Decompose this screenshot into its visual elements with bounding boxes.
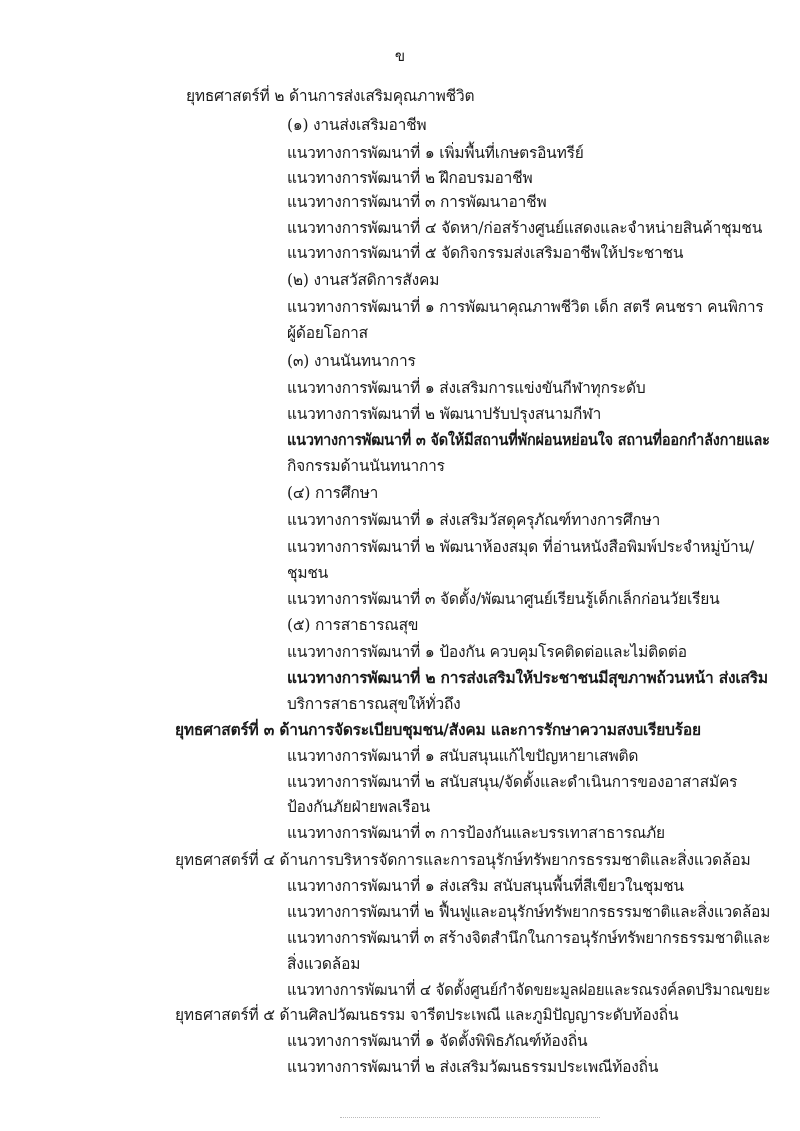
section-heading: (๔) การศึกษา [287, 484, 379, 502]
guideline-continuation: ชุมชน [287, 564, 329, 582]
guideline-line: แนวทางการพัฒนาที่ ๑ สนับสนุนแก้ไขปัญหายาเสพติด [287, 747, 639, 765]
guideline-line: แนวทางการพัฒนาที่ ๒ การส่งเสริมให้ประชาชนมีสุขภาพถ้วนหน้า ส่งเสริม [287, 668, 768, 687]
guideline-line: แนวทางการพัฒนาที่ ๑ เพิ่มพื้นที่เกษตรอินทรีย์ [287, 144, 584, 162]
guideline-line: แนวทางการพัฒนาที่ ๓ จัดตั้ง/พัฒนาศูนย์เรียนรู้เด็กเล็กก่อนวัยเรียน [287, 590, 720, 608]
guideline-line: แนวทางการพัฒนาที่ ๑ ส่งเสริมการแข่งขันกีฬาทุกระดับ [287, 379, 646, 397]
section-heading: (๑) งานส่งเสริมอาชีพ [287, 116, 427, 134]
guideline-line: แนวทางการพัฒนาที่ ๑ ป้องกัน ควบคุมโรคติดต่อและไม่ติดต่อ [287, 643, 687, 661]
strategy-heading: ยุทธศาสตร์ที่ ๔ ด้านการบริหารจัดการและการอนุรักษ์ทรัพยากรธรรมชาติและสิ่งแวดล้อม [175, 851, 751, 869]
guideline-line: แนวทางการพัฒนาที่ ๒ พัฒนาปรับปรุงสนามกีฬา [287, 405, 602, 423]
guideline-line: แนวทางการพัฒนาที่ ๑ ส่งเสริม สนับสนุนพื้นที่สีเขียวในชุมชน [287, 877, 684, 895]
guideline-line: แนวทางการพัฒนาที่ ๑ ส่งเสริมวัสดุครุภัณฑ์ทางการศึกษา [287, 511, 661, 529]
guideline-line: แนวทางการพัฒนาที่ ๔ จัดหา/ก่อสร้างศูนย์แสดงและจำหน่ายสินค้าชุมชน [287, 219, 763, 237]
guideline-line: แนวทางการพัฒนาที่ ๓ การพัฒนาอาชีพ [287, 193, 547, 211]
guideline-line: แนวทางการพัฒนาที่ ๒ พัฒนาห้องสมุด ที่อ่านหนังสือพิมพ์ประจำหมู่บ้าน/ [287, 538, 754, 556]
scan-artifact [340, 1117, 600, 1121]
guideline-line: แนวทางการพัฒนาที่ ๕ จัดกิจกรรมส่งเสริมอาชีพให้ประชาชน [287, 244, 684, 262]
guideline-line: แนวทางการพัฒนาที่ ๑ จัดตั้งพิพิธภัณฑ์ท้องถิ่น [287, 1032, 588, 1050]
section-heading: (๕) การสาธารณสุข [287, 616, 419, 634]
guideline-line: แนวทางการพัฒนาที่ ๔ จัดตั้งศูนย์กำจัดขยะมูลฝอยและรณรงค์ลดปริมาณขยะ [287, 981, 771, 999]
strategy-heading: ยุทธศาสตร์ที่ ๕ ด้านศิลปวัฒนธรรม จารีตประเพณี และภูมิปัญญาระดับท้องถิ่น [175, 1006, 679, 1024]
strategy-heading: ยุทธศาสตร์ที่ ๓ ด้านการจัดระเบียบชุมชน/สังคม และการรักษาความสงบเรียบร้อย [175, 720, 701, 739]
guideline-continuation: ผู้ด้อยโอกาส [287, 324, 368, 342]
guideline-line: แนวทางการพัฒนาที่ ๑ การพัฒนาคุณภาพชีวิต เด็ก สตรี คนชรา คนพิการ [287, 298, 764, 316]
guideline-continuation: กิจกรรมด้านนันทนาการ [287, 457, 445, 475]
guideline-line: แนวทางการพัฒนาที่ ๒ สนับสนุน/จัดตั้งและดำเนินการของอาสาสมัคร [287, 773, 738, 791]
guideline-line: แนวทางการพัฒนาที่ ๓ สร้างจิตสำนึกในการอนุรักษ์ทรัพยากรธรรมชาติและ [287, 929, 771, 947]
guideline-line: แนวทางการพัฒนาที่ ๒ ฟื้นฟูและอนุรักษ์ทรัพยากรธรรมชาติและสิ่งแวดล้อม [287, 903, 771, 921]
guideline-line: แนวทางการพัฒนาที่ ๓ จัดให้มีสถานที่พักผ่อนหย่อนใจ สถานที่ออกกำลังกายและ [287, 430, 770, 449]
guideline-line: แนวทางการพัฒนาที่ ๓ การป้องกันและบรรเทาสาธารณภัย [287, 824, 665, 842]
page-number: ข [394, 47, 406, 65]
section-heading: (๓) งานนันทนาการ [287, 352, 416, 370]
guideline-continuation: บริการสาธารณสุขให้ทั่วถึง [287, 695, 461, 713]
guideline-line: แนวทางการพัฒนาที่ ๒ ฝึกอบรมอาชีพ [287, 169, 533, 187]
guideline-continuation: สิ่งแวดล้อม [287, 955, 361, 973]
guideline-line: แนวทางการพัฒนาที่ ๒ ส่งเสริมวัฒนธรรมประเพณีท้องถิ่น [287, 1058, 659, 1076]
strategy-heading: ยุทธศาสตร์ที่ ๒ ด้านการส่งเสริมคุณภาพชีวิต [186, 87, 475, 105]
guideline-continuation: ป้องกันภัยฝ่ายพลเรือน [287, 798, 430, 816]
section-heading: (๒) งานสวัสดิการสังคม [287, 271, 440, 289]
